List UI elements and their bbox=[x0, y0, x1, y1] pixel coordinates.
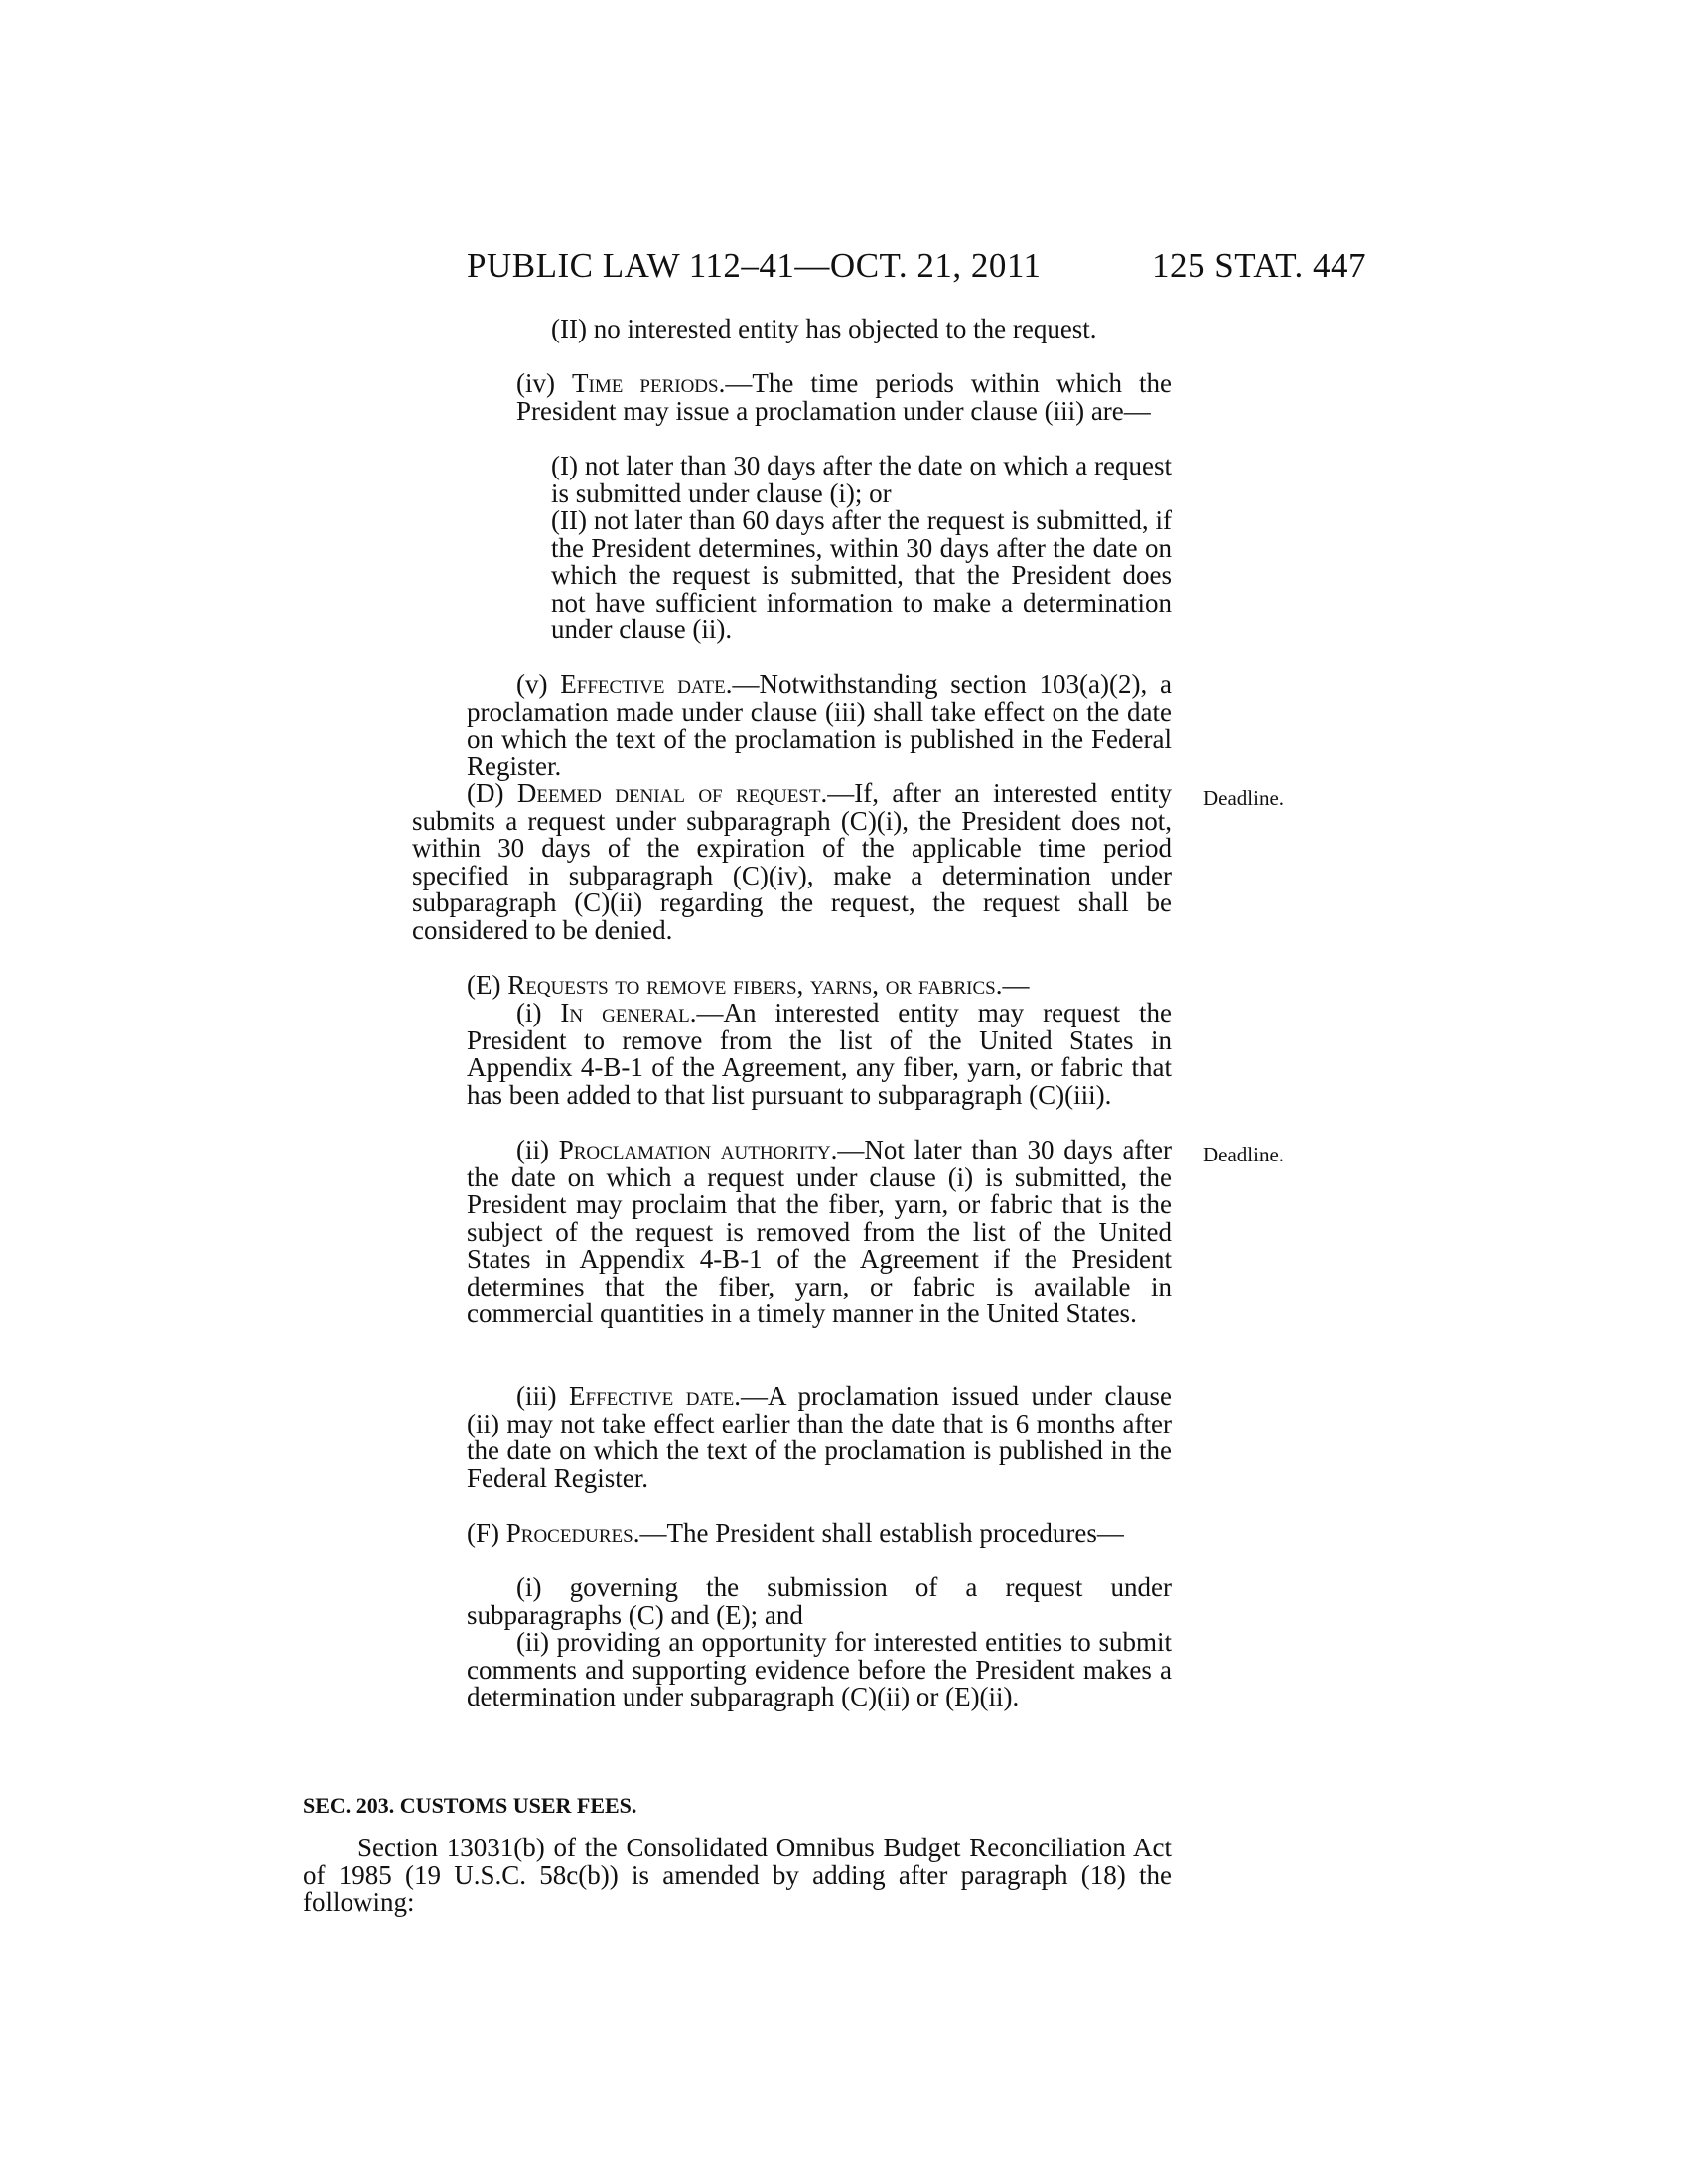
section-heading: SEC. 203. CUSTOMS USER FEES. bbox=[303, 1793, 637, 1818]
paragraph-D: (D) Deemed denial of request.—If, after an interested entity submits a request under subparagraph (C)(i), the President does not, within 30 days of the expiration of the applicable time period specified in subparagraph (C)(iv), make a determination under subparagraph (C)(ii) regarding the request, the request shall be considered to be denied. bbox=[412, 778, 1172, 945]
paragraph-iv-II: (II) not later than 60 days after the request is submitted, if the President determines, within 30 days after the date on which the request is submitted, that the President does not have sufficient information to make a determination under clause (ii). bbox=[551, 505, 1172, 644]
paragraph-iv-I: (I) not later than 30 days after the date on which a request is submitted under clause (i); or bbox=[551, 451, 1172, 508]
paragraph-iv: (iv) Time periods.—The time periods within which the President may issue a proclamation under clause (iii) are— bbox=[516, 368, 1172, 426]
margin-note-deadline: Deadline. bbox=[1203, 1143, 1285, 1166]
paragraph-E: (E) Requests to remove fibers, yarns, or fabrics.— bbox=[467, 970, 1030, 1000]
paragraph-F-i: (i) governing the submission of a request under subparagraphs (C) and (E); and bbox=[467, 1572, 1172, 1630]
paragraph-F-ii: (ii) providing an opportunity for interested entities to submit comments and supporting evidence before the President makes a determination under subparagraph (C)(ii) or (E)(ii). bbox=[467, 1627, 1172, 1711]
paragraph-v: (v) Effective date.—Notwithstanding section 103(a)(2), a proclamation made under clause (iii) shall take effect on the date on which the text of the proclamation is published in the Federal Register. bbox=[467, 669, 1173, 781]
paragraph-E-iii: (iii) Effective date.—A proclamation issued under clause (ii) may not take effect earlier than the date that is 6 months after the date on which the text of the proclamation is published in the Federal Register. bbox=[467, 1381, 1172, 1493]
margin-note-deadline: Deadline. bbox=[1203, 786, 1285, 810]
running-header-title: PUBLIC LAW 112–41—OCT. 21, 2011 bbox=[467, 246, 1042, 285]
running-header-page: 125 STAT. 447 bbox=[1152, 246, 1366, 285]
section-body: Section 13031(b) of the Consolidated Omnibus Budget Reconciliation Act of 1985 (19 U.S.C. 58c(b)) is amended by adding after paragraph (18) the following: bbox=[303, 1833, 1172, 1917]
paragraph-F: (F) Procedures.—The President shall establish procedures— bbox=[467, 1518, 1124, 1548]
paragraph-E-ii: (ii) Proclamation authority.—Not later than 30 days after the date on which a request under clause (i) is submitted, the President may proclaim that the fiber, yarn, or fabric that is the subject of the request is removed from the list of the United States in Appendix 4-B-1 of the Agreement if the President determines that the fiber, yarn, or fabric is available in commercial quantities in a timely manner in the United States. bbox=[467, 1135, 1172, 1328]
paragraph-iii-II: (II) no interested entity has objected to the request. bbox=[551, 314, 1097, 343]
paragraph-E-i: (i) In general.—An interested entity may request the President to remove from the list of the United States in Appendix 4-B-1 of the Agreement, any fiber, yarn, or fabric that has been added to that list pursuant to subparagraph (C)(iii). bbox=[467, 998, 1172, 1110]
